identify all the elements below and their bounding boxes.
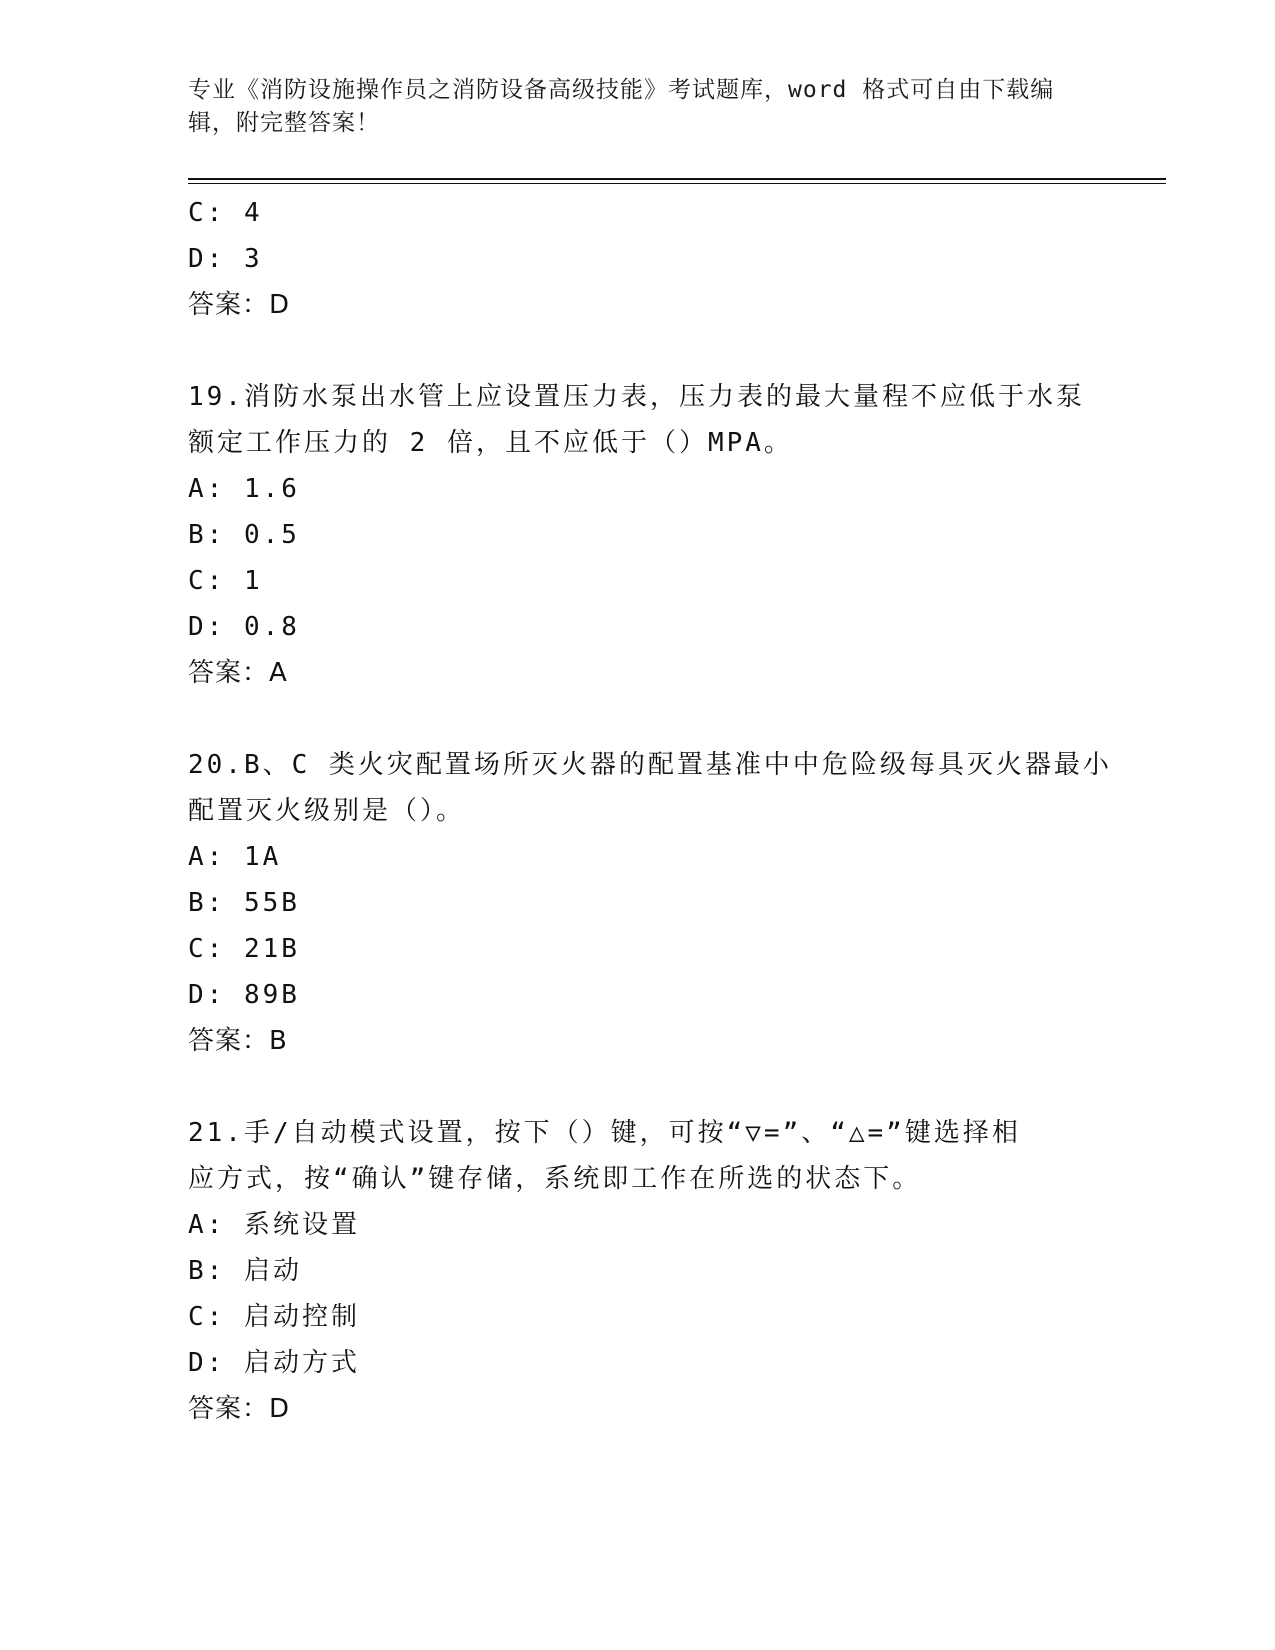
- option-c: C: 4: [188, 198, 263, 228]
- document-header: [188, 74, 1068, 140]
- previous-question-tail: [188, 190, 1108, 328]
- answer-line: 答案：B: [188, 1026, 288, 1056]
- question-stem-line: 额定工作压力的 2 倍，且不应低于（）MPA。: [188, 428, 793, 458]
- spacer: [188, 696, 1108, 742]
- option-d: D: 3: [188, 244, 263, 274]
- answer-line: 答案：D: [188, 290, 291, 320]
- option-c: C: 1: [188, 566, 263, 596]
- question-20: [188, 742, 1112, 1064]
- header-line-2: 辑，附完整答案！: [188, 110, 380, 136]
- question-list: [188, 190, 1112, 1432]
- option-c: C: 启动控制: [188, 1302, 360, 1332]
- spacer: [188, 1064, 1108, 1110]
- answer-line: 答案：D: [188, 1394, 291, 1424]
- option-b: B: 启动: [188, 1256, 302, 1286]
- question-stem-line: 配置灭火级别是（）。: [188, 796, 466, 826]
- option-a: A: 系统设置: [188, 1210, 360, 1240]
- option-b: B: 55B: [188, 888, 300, 918]
- option-c: C: 21B: [188, 934, 300, 964]
- header-line-1: 专业《消防设施操作员之消防设备高级技能》考试题库，word 格式可自由下载编: [188, 77, 1055, 103]
- option-a: A: 1A: [188, 842, 282, 872]
- answer-line: 答案：A: [188, 658, 288, 688]
- spacer: [188, 328, 1108, 374]
- header-rule-thick: [188, 178, 1166, 180]
- question-21: [188, 1110, 1108, 1432]
- option-d: D: 0.8: [188, 612, 300, 642]
- header-rule-thin: [188, 183, 1166, 184]
- question-stem-line: 21.手/自动模式设置，按下（）键，可按“▽=”、“△=”键选择相: [188, 1118, 1021, 1148]
- question-19: [188, 374, 1108, 696]
- question-stem-line: 19.消防水泵出水管上应设置压力表，压力表的最大量程不应低于水泵: [188, 382, 1085, 412]
- question-stem-line: 20.B、C 类火灾配置场所灭火器的配置基准中中危险级每具灭火器最小: [188, 750, 1112, 780]
- option-d: D: 启动方式: [188, 1348, 360, 1378]
- option-a: A: 1.6: [188, 474, 300, 504]
- question-stem-line: 应方式，按“确认”键存储，系统即工作在所选的状态下。: [188, 1164, 922, 1194]
- option-d: D: 89B: [188, 980, 300, 1010]
- option-b: B: 0.5: [188, 520, 300, 550]
